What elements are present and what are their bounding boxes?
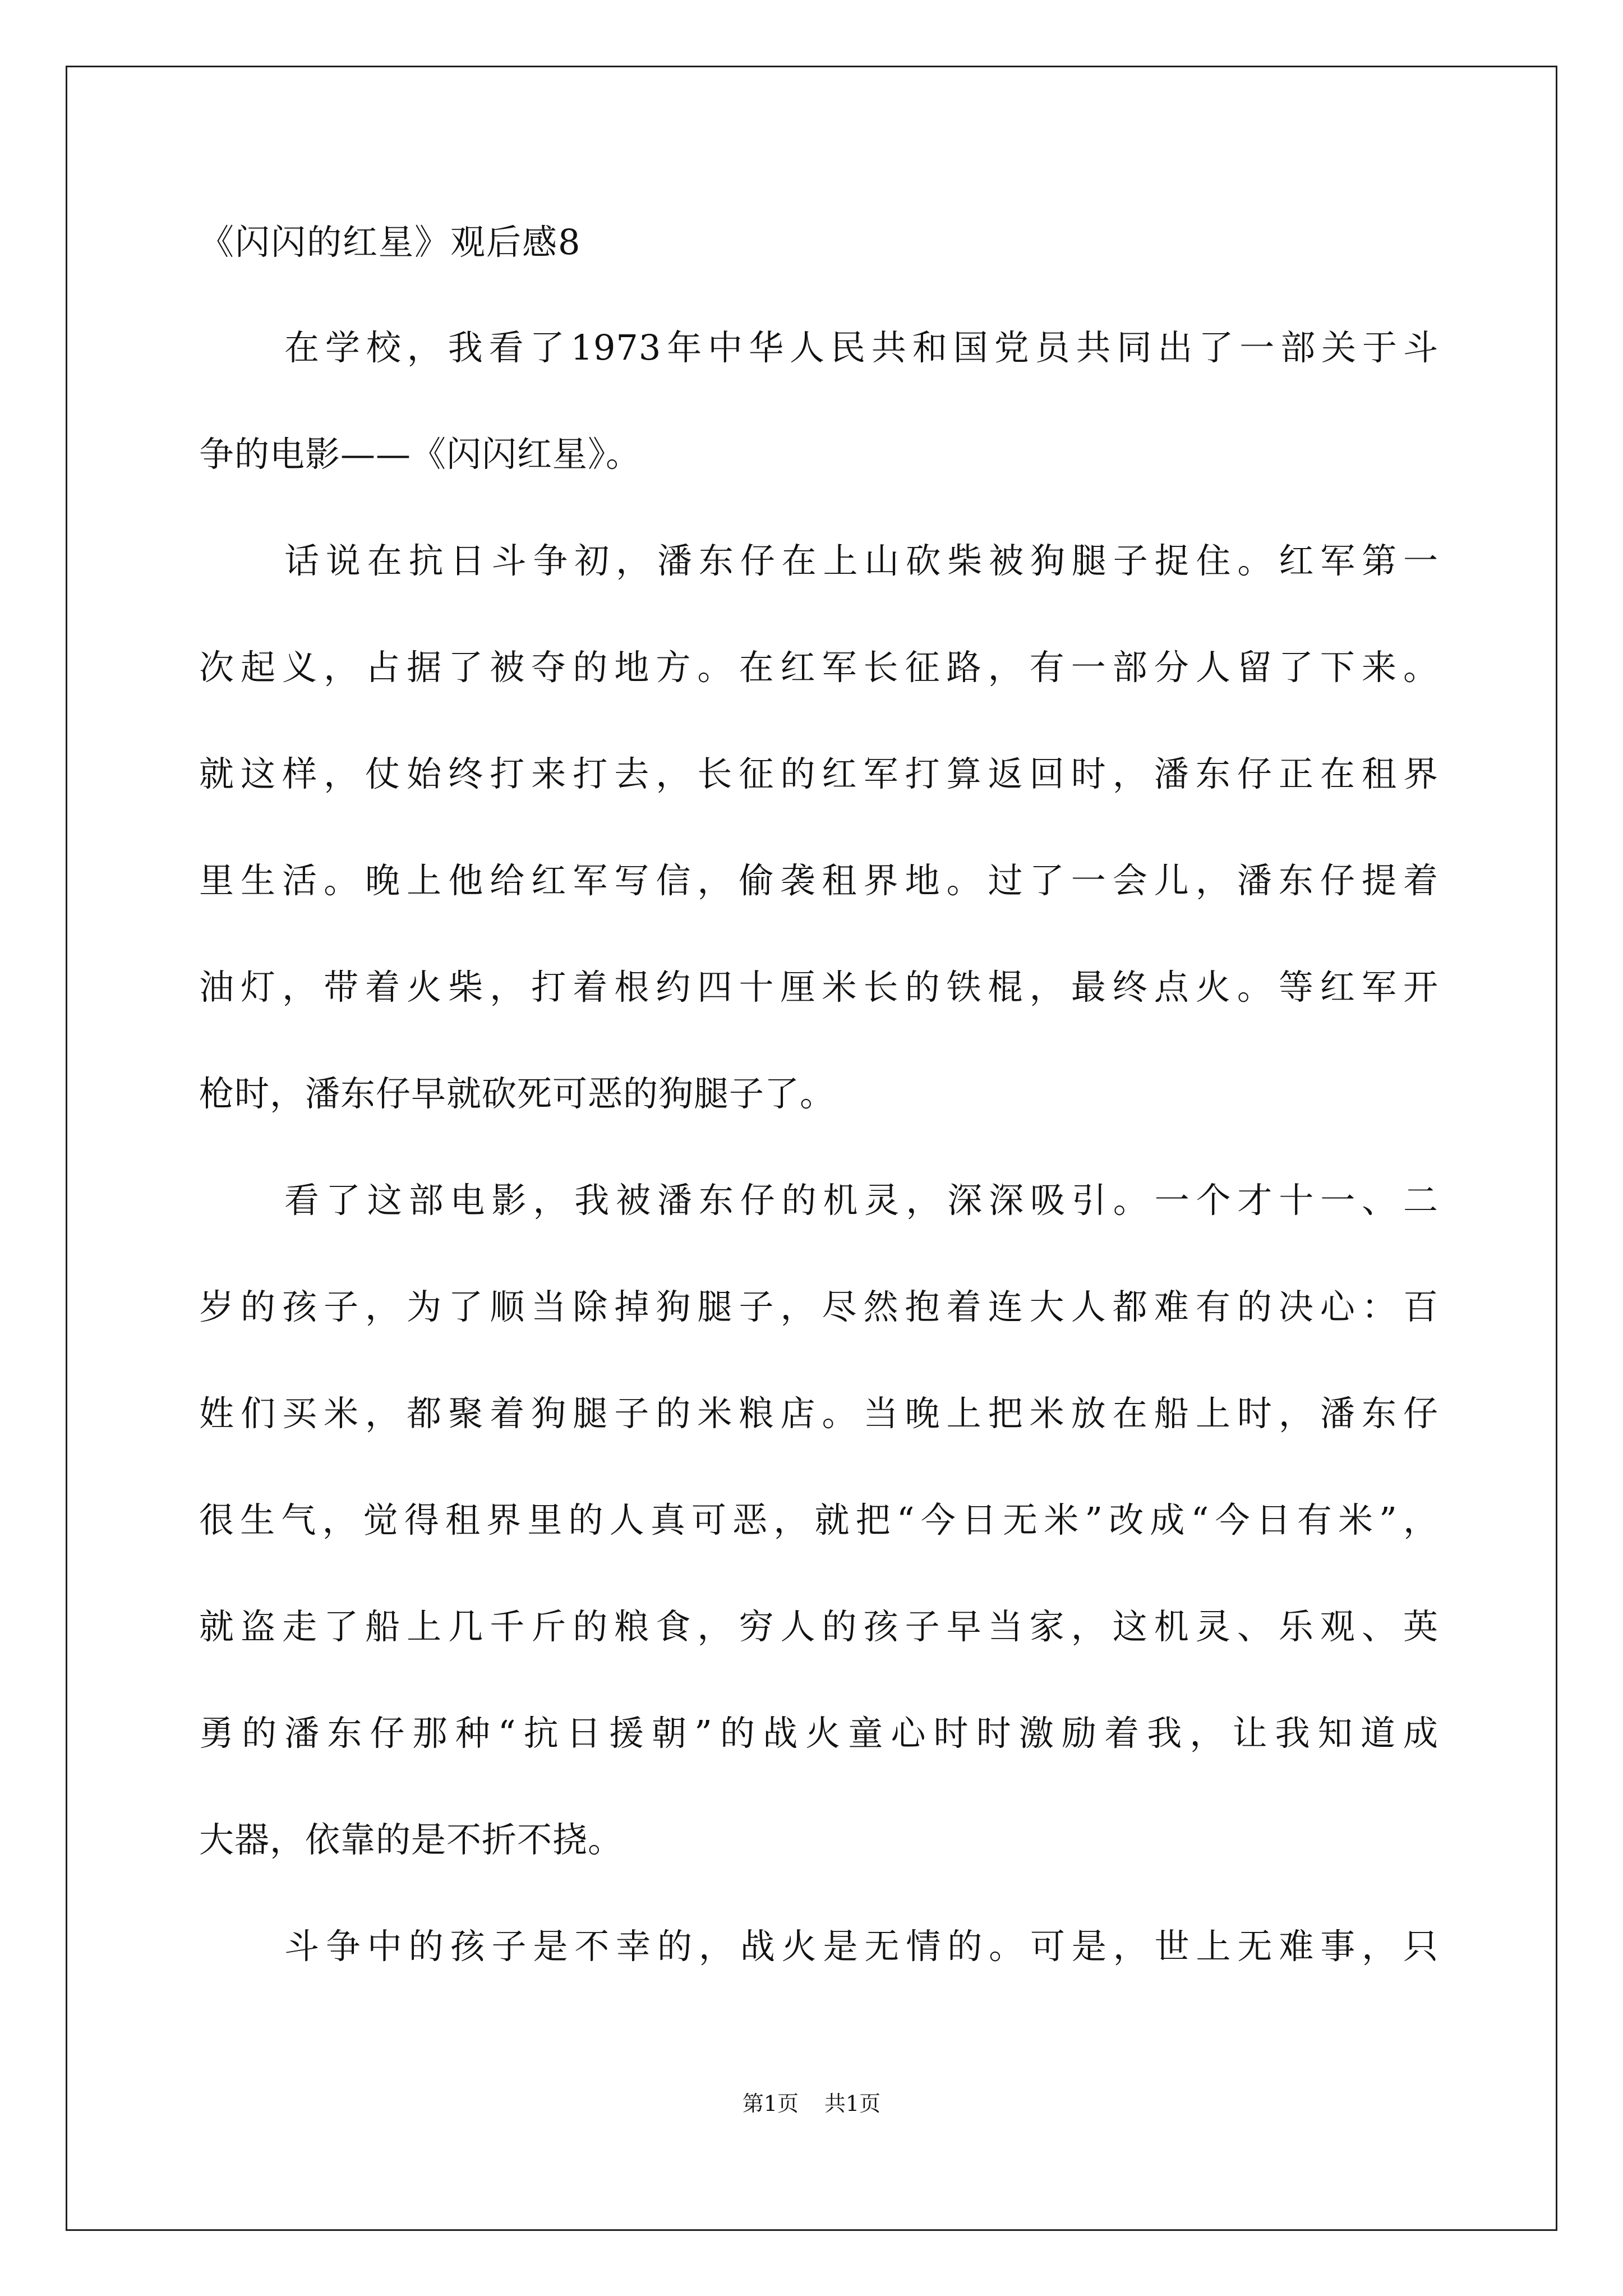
paragraph-line: 大器，依靠的是不折不挠。 [199, 1819, 624, 1860]
paragraph-line: 岁的孩子，为了顺当除掉狗腿子，尽然抱着连大人都难有的决心：百 [199, 1286, 1438, 1327]
paragraph-line: 勇的潘东仔那种“抗日援朝”的战火童心时时激励着我，让我知道成 [199, 1713, 1438, 1754]
page-number: 第1页 [742, 2091, 799, 2116]
paragraph-line: 姓们买米，都聚着狗腿子的米粮店。当晚上把米放在船上时，潘东仔 [199, 1393, 1438, 1434]
page-footer [0, 2091, 1623, 2116]
paragraph-2 [199, 540, 1438, 1114]
paragraph-line: 看了这部电影，我被潘东仔的机灵，深深吸引。一个才十一、二 [284, 1180, 1438, 1221]
page-total: 共1页 [824, 2091, 881, 2116]
paragraph-line: 油灯，带着火柴，打着根约四十厘米长的铁棍，最终点火。等红军开 [199, 967, 1438, 1007]
paragraph-line: 就这样，仗始终打来打去，长征的红军打算返回时，潘东仔正在租界 [199, 753, 1438, 794]
paragraph-1 [199, 327, 1438, 475]
document-title: 《闪闪的红星》观后感8 [199, 222, 582, 263]
paragraph-line: 在学校，我看了1973年中华人民共和国党员共同出了一部关于斗 [284, 327, 1438, 368]
document-body [199, 222, 1438, 1967]
paragraph-line: 话说在抗日斗争初，潘东仔在上山砍柴被狗腿子捉住。红军第一 [284, 540, 1438, 581]
paragraph-4 [199, 1926, 1438, 1967]
paragraph-line: 里生活。晚上他给红军写信，偷袭租界地。过了一会儿，潘东仔提着 [199, 860, 1438, 901]
paragraph-line: 争的电影——《闪闪红星》。 [199, 434, 642, 475]
paragraph-line: 就盗走了船上几千斤的粮食，穷人的孩子早当家，这机灵、乐观、英 [199, 1606, 1438, 1647]
paragraph-line: 次起义，占据了被夺的地方。在红军长征路，有一部分人留了下来。 [199, 647, 1438, 688]
paragraph-3 [199, 1182, 1438, 1858]
paragraph-line: 很生气，觉得租界里的人真可恶，就把“今日无米”改成“今日有米”， [199, 1499, 1438, 1540]
paragraph-line: 斗争中的孩子是不幸的，战火是无情的。可是，世上无难事，只 [284, 1926, 1438, 1967]
paragraph-line: 枪时，潘东仔早就砍死可恶的狗腿子了。 [199, 1073, 836, 1114]
